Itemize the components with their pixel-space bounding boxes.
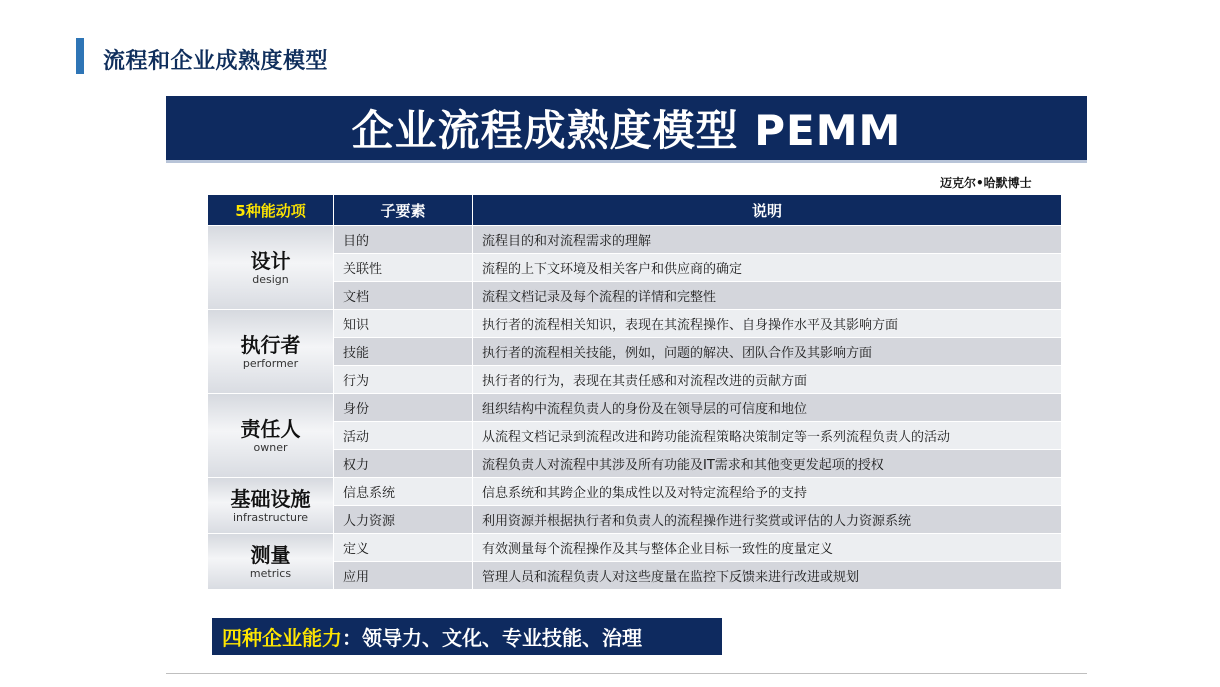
capabilities-box	[212, 618, 722, 655]
sub-element-cell: 人力资源	[334, 506, 472, 533]
sub-element-cell: 应用	[334, 562, 472, 589]
description-cell: 执行者的流程相关技能，例如，问题的解决、团队合作及其影响方面	[473, 338, 1061, 365]
enabler-english-name: performer	[242, 356, 299, 370]
table-row	[208, 226, 1061, 253]
header-enablers: 5种能动项	[208, 195, 333, 225]
enabler-cell	[208, 394, 333, 477]
description-cell: 执行者的流程相关知识，表现在其流程操作、自身操作水平及其影响方面	[473, 310, 1061, 337]
sub-element-cell: 权力	[334, 450, 472, 477]
sub-element-cell: 定义	[334, 534, 472, 561]
enabler-english-name: design	[252, 272, 289, 286]
sub-element-cell: 技能	[334, 338, 472, 365]
enabler-cell	[208, 310, 333, 393]
title-banner	[166, 96, 1087, 163]
sub-element-cell: 行为	[334, 366, 472, 393]
description-cell: 流程目的和对流程需求的理解	[473, 226, 1061, 253]
footer-divider	[166, 673, 1087, 674]
sub-element-cell: 目的	[334, 226, 472, 253]
enabler-english-name: owner	[253, 440, 288, 454]
sub-element-cell: 关联性	[334, 254, 472, 281]
sub-element-cell: 活动	[334, 422, 472, 449]
enabler-name: 基础设施	[230, 486, 311, 511]
table-row	[208, 506, 1061, 533]
description-cell: 利用资源并根据执行者和负责人的流程操作进行奖赏或评估的人力资源系统	[473, 506, 1061, 533]
enabler-name: 执行者	[240, 332, 301, 357]
enabler-english-name: infrastructure	[232, 510, 309, 524]
description-cell: 组织结构中流程负责人的身份及在领导层的可信度和地位	[473, 394, 1061, 421]
table-row	[208, 254, 1061, 281]
table-row	[208, 450, 1061, 477]
enabler-cell	[208, 534, 333, 589]
enabler-name: 测量	[250, 542, 291, 567]
enabler-english-name: metrics	[249, 566, 292, 580]
description-cell: 信息系统和其跨企业的集成性以及对特定流程给予的支持	[473, 478, 1061, 505]
table-header-row	[208, 195, 1061, 225]
sub-element-cell: 身份	[334, 394, 472, 421]
sub-element-cell: 知识	[334, 310, 472, 337]
table-row	[208, 338, 1061, 365]
description-cell: 流程负责人对流程中其涉及所有功能及IT需求和其他变更发起项的授权	[473, 450, 1061, 477]
capabilities-label: 四种企业能力	[222, 626, 342, 650]
sub-element-cell: 文档	[334, 282, 472, 309]
table-row	[208, 422, 1061, 449]
description-cell: 执行者的行为，表现在其责任感和对流程改进的贡献方面	[473, 366, 1061, 393]
table-row	[208, 534, 1061, 561]
author-credit: 迈克尔•哈默博士	[940, 176, 1032, 190]
table-row	[208, 562, 1061, 589]
enabler-cell	[208, 478, 333, 533]
description-cell: 从流程文档记录到流程改进和跨功能流程策略决策制定等一系列流程负责人的活动	[473, 422, 1061, 449]
header-description: 说明	[473, 195, 1061, 225]
table-row	[208, 366, 1061, 393]
description-cell: 流程的上下文环境及相关客户和供应商的确定	[473, 254, 1061, 281]
table-row	[208, 394, 1061, 421]
enabler-name: 责任人	[240, 416, 301, 441]
enabler-name: 设计	[250, 248, 291, 273]
banner-title: 企业流程成熟度模型 PEMM	[351, 106, 902, 155]
enabler-cell	[208, 226, 333, 309]
header-sub-elements: 子要素	[334, 195, 472, 225]
description-cell: 流程文档记录及每个流程的详情和完整性	[473, 282, 1061, 309]
heading-accent-bar	[76, 38, 84, 74]
table-row	[208, 478, 1061, 505]
description-cell: 管理人员和流程负责人对这些度量在监控下反馈来进行改进或规划	[473, 562, 1061, 589]
table-row	[208, 310, 1061, 337]
capabilities-text: ：领导力、文化、专业技能、治理	[342, 626, 642, 650]
sub-element-cell: 信息系统	[334, 478, 472, 505]
page-heading: 流程和企业成熟度模型	[103, 49, 329, 74]
table-row	[208, 282, 1061, 309]
pemm-table	[207, 194, 1062, 590]
description-cell: 有效测量每个流程操作及其与整体企业目标一致性的度量定义	[473, 534, 1061, 561]
